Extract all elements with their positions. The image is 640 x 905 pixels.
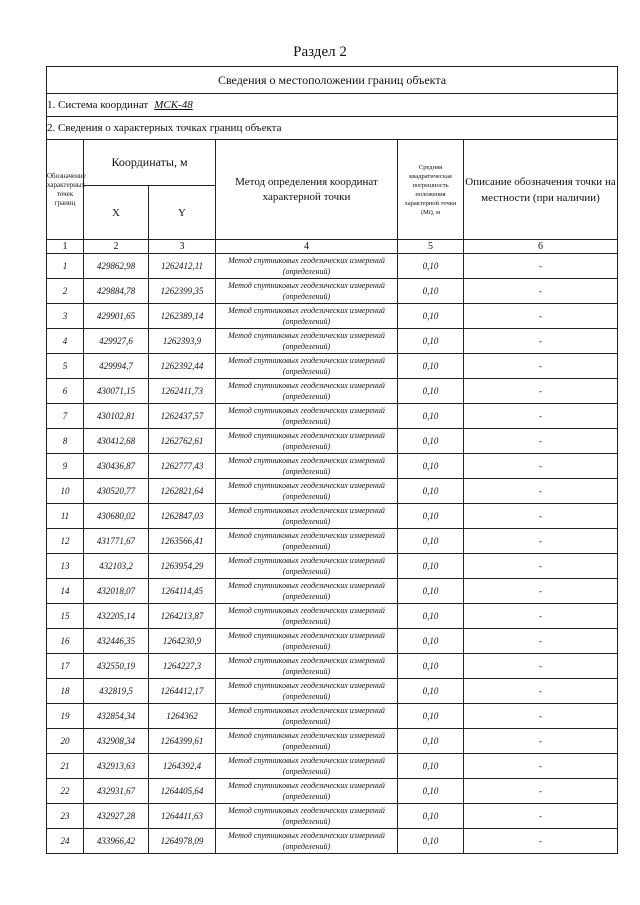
method-cell: Метод спутниковых геодезических измерений (определений) <box>216 254 398 279</box>
accuracy-cell: 0,10 <box>398 279 464 304</box>
y-coordinate-cell: 1262437,57 <box>149 404 216 429</box>
description-cell: - <box>464 354 618 379</box>
description-cell: - <box>464 654 618 679</box>
table-row <box>47 829 618 854</box>
y-coordinate-cell: 1262411,73 <box>149 379 216 404</box>
x-coordinate-cell: 430520,77 <box>84 479 149 504</box>
column-number: 5 <box>398 240 464 254</box>
table-row <box>47 279 618 304</box>
description-cell: - <box>464 779 618 804</box>
table-row <box>47 254 618 279</box>
x-coordinate-cell: 432908,34 <box>84 729 149 754</box>
table-row <box>47 729 618 754</box>
x-coordinate-cell: 433966,42 <box>84 829 149 854</box>
y-coordinate-cell: 1264411,63 <box>149 804 216 829</box>
point-number-cell: 12 <box>47 529 84 554</box>
y-coordinate-cell: 1262392,44 <box>149 354 216 379</box>
table-row <box>47 654 618 679</box>
x-coordinate-cell: 430102,81 <box>84 404 149 429</box>
method-cell: Метод спутниковых геодезических измерений (определений) <box>216 604 398 629</box>
accuracy-cell: 0,10 <box>398 379 464 404</box>
y-coordinate-cell: 1264114,45 <box>149 579 216 604</box>
column-number: 6 <box>464 240 618 254</box>
y-coordinate-cell: 1264412,17 <box>149 679 216 704</box>
accuracy-cell: 0,10 <box>398 304 464 329</box>
y-coordinate-cell: 1264978,09 <box>149 829 216 854</box>
accuracy-cell: 0,10 <box>398 429 464 454</box>
x-coordinate-cell: 432018,07 <box>84 579 149 604</box>
point-number-cell: 5 <box>47 354 84 379</box>
table-row <box>47 304 618 329</box>
coord-system-value: МСК-48 <box>154 99 193 111</box>
column-number: 2 <box>84 240 149 254</box>
method-cell: Метод спутниковых геодезических измерений (определений) <box>216 279 398 304</box>
description-cell: - <box>464 579 618 604</box>
description-cell: - <box>464 429 618 454</box>
x-coordinate-cell: 430680,02 <box>84 504 149 529</box>
table-row <box>47 579 618 604</box>
y-coordinate-cell: 1262762,61 <box>149 429 216 454</box>
page-title: Раздел 2 <box>293 44 347 60</box>
y-coordinate-cell: 1264227,3 <box>149 654 216 679</box>
table-row <box>47 629 618 654</box>
header-y: Y <box>149 186 216 240</box>
x-coordinate-cell: 432927,28 <box>84 804 149 829</box>
section-title: Сведения о местоположении границ объекта <box>47 67 618 94</box>
method-cell: Метод спутниковых геодезических измерений (определений) <box>216 454 398 479</box>
description-cell: - <box>464 679 618 704</box>
description-cell: - <box>464 404 618 429</box>
accuracy-cell: 0,10 <box>398 779 464 804</box>
points-section-label: 2. Сведения о характерных точках границ объекта <box>47 117 618 140</box>
method-cell: Метод спутниковых геодезических измерений (определений) <box>216 479 398 504</box>
point-number-cell: 1 <box>47 254 84 279</box>
method-cell: Метод спутниковых геодезических измерений (определений) <box>216 829 398 854</box>
y-coordinate-cell: 1262389,14 <box>149 304 216 329</box>
x-coordinate-cell: 432854,34 <box>84 704 149 729</box>
column-number: 4 <box>216 240 398 254</box>
x-coordinate-cell: 432446,35 <box>84 629 149 654</box>
y-coordinate-cell: 1262399,35 <box>149 279 216 304</box>
x-coordinate-cell: 432205,14 <box>84 604 149 629</box>
table-row <box>47 479 618 504</box>
y-coordinate-cell: 1263954,29 <box>149 554 216 579</box>
y-coordinate-cell: 1262393,9 <box>149 329 216 354</box>
method-cell: Метод спутниковых геодезических измерений (определений) <box>216 679 398 704</box>
y-coordinate-cell: 1262821,64 <box>149 479 216 504</box>
method-cell: Метод спутниковых геодезических измерений (определений) <box>216 704 398 729</box>
description-cell: - <box>464 504 618 529</box>
point-number-cell: 20 <box>47 729 84 754</box>
y-coordinate-cell: 1264213,87 <box>149 604 216 629</box>
description-cell: - <box>464 329 618 354</box>
x-coordinate-cell: 430412,68 <box>84 429 149 454</box>
description-cell: - <box>464 554 618 579</box>
point-number-cell: 14 <box>47 579 84 604</box>
x-coordinate-cell: 430436,87 <box>84 454 149 479</box>
method-cell: Метод спутниковых геодезических измерений (определений) <box>216 504 398 529</box>
description-cell: - <box>464 304 618 329</box>
description-cell: - <box>464 454 618 479</box>
table-row <box>47 429 618 454</box>
accuracy-cell: 0,10 <box>398 479 464 504</box>
method-cell: Метод спутниковых геодезических измерений (определений) <box>216 729 398 754</box>
method-cell: Метод спутниковых геодезических измерений (определений) <box>216 579 398 604</box>
y-coordinate-cell: 1264405,64 <box>149 779 216 804</box>
x-coordinate-cell: 432931,67 <box>84 779 149 804</box>
header-coordinates: Координаты, м <box>84 140 216 186</box>
point-number-cell: 11 <box>47 504 84 529</box>
point-number-cell: 4 <box>47 329 84 354</box>
description-cell: - <box>464 379 618 404</box>
method-cell: Метод спутниковых геодезических измерений (определений) <box>216 654 398 679</box>
column-number: 1 <box>47 240 84 254</box>
table-row <box>47 529 618 554</box>
table-row <box>47 329 618 354</box>
accuracy-cell: 0,10 <box>398 654 464 679</box>
x-coordinate-cell: 429884,78 <box>84 279 149 304</box>
description-cell: - <box>464 754 618 779</box>
y-coordinate-cell: 1264392,4 <box>149 754 216 779</box>
table-row <box>47 754 618 779</box>
method-cell: Метод спутниковых геодезических измерений (определений) <box>216 629 398 654</box>
description-cell: - <box>464 479 618 504</box>
description-cell: - <box>464 729 618 754</box>
accuracy-cell: 0,10 <box>398 404 464 429</box>
method-cell: Метод спутниковых геодезических измерений (определений) <box>216 379 398 404</box>
point-number-cell: 23 <box>47 804 84 829</box>
point-number-cell: 15 <box>47 604 84 629</box>
x-coordinate-cell: 432913,63 <box>84 754 149 779</box>
y-coordinate-cell: 1262777,43 <box>149 454 216 479</box>
point-number-cell: 16 <box>47 629 84 654</box>
method-cell: Метод спутниковых геодезических измерений (определений) <box>216 529 398 554</box>
point-number-cell: 9 <box>47 454 84 479</box>
method-cell: Метод спутниковых геодезических измерений (определений) <box>216 804 398 829</box>
point-number-cell: 2 <box>47 279 84 304</box>
x-coordinate-cell: 429862,98 <box>84 254 149 279</box>
x-coordinate-cell: 432103,2 <box>84 554 149 579</box>
header-description: Описание обозначения точки на местности (при наличии) <box>464 140 618 240</box>
table-row <box>47 354 618 379</box>
point-number-cell: 24 <box>47 829 84 854</box>
accuracy-cell: 0,10 <box>398 804 464 829</box>
accuracy-cell: 0,10 <box>398 579 464 604</box>
accuracy-cell: 0,10 <box>398 254 464 279</box>
table-row <box>47 404 618 429</box>
method-cell: Метод спутниковых геодезических измерений (определений) <box>216 354 398 379</box>
point-number-cell: 18 <box>47 679 84 704</box>
table-row <box>47 704 618 729</box>
method-cell: Метод спутниковых геодезических измерений (определений) <box>216 429 398 454</box>
description-cell: - <box>464 629 618 654</box>
header-method: Метод определения координат характерной точки <box>216 140 398 240</box>
accuracy-cell: 0,10 <box>398 604 464 629</box>
y-coordinate-cell: 1263566,41 <box>149 529 216 554</box>
accuracy-cell: 0,10 <box>398 729 464 754</box>
method-cell: Метод спутниковых геодезических измерений (определений) <box>216 554 398 579</box>
point-number-cell: 6 <box>47 379 84 404</box>
point-number-cell: 21 <box>47 754 84 779</box>
y-coordinate-cell: 1264230,9 <box>149 629 216 654</box>
accuracy-cell: 0,10 <box>398 554 464 579</box>
method-cell: Метод спутниковых геодезических измерений (определений) <box>216 754 398 779</box>
table-row <box>47 679 618 704</box>
x-coordinate-cell: 429927,6 <box>84 329 149 354</box>
description-cell: - <box>464 604 618 629</box>
accuracy-cell: 0,10 <box>398 679 464 704</box>
table-row <box>47 454 618 479</box>
header-accuracy: Средняя квадратическая погрешность положения характерной точки (Mt), м <box>398 140 464 240</box>
point-number-cell: 8 <box>47 429 84 454</box>
description-cell: - <box>464 829 618 854</box>
method-cell: Метод спутниковых геодезических измерений (определений) <box>216 779 398 804</box>
x-coordinate-cell: 432550,19 <box>84 654 149 679</box>
accuracy-cell: 0,10 <box>398 829 464 854</box>
table-row <box>47 554 618 579</box>
accuracy-cell: 0,10 <box>398 704 464 729</box>
table-row <box>47 504 618 529</box>
accuracy-cell: 0,10 <box>398 504 464 529</box>
description-cell: - <box>464 529 618 554</box>
coord-system-row <box>47 94 618 117</box>
accuracy-cell: 0,10 <box>398 454 464 479</box>
description-cell: - <box>464 254 618 279</box>
x-coordinate-cell: 432819,5 <box>84 679 149 704</box>
method-cell: Метод спутниковых геодезических измерений (определений) <box>216 304 398 329</box>
x-coordinate-cell: 429994,7 <box>84 354 149 379</box>
table-row <box>47 804 618 829</box>
point-number-cell: 10 <box>47 479 84 504</box>
description-cell: - <box>464 804 618 829</box>
point-number-cell: 7 <box>47 404 84 429</box>
accuracy-cell: 0,10 <box>398 529 464 554</box>
accuracy-cell: 0,10 <box>398 629 464 654</box>
accuracy-cell: 0,10 <box>398 354 464 379</box>
x-coordinate-cell: 429901,65 <box>84 304 149 329</box>
method-cell: Метод спутниковых геодезических измерений (определений) <box>216 404 398 429</box>
y-coordinate-cell: 1262412,11 <box>149 254 216 279</box>
table-row <box>47 604 618 629</box>
accuracy-cell: 0,10 <box>398 754 464 779</box>
table-row <box>47 779 618 804</box>
y-coordinate-cell: 1264362 <box>149 704 216 729</box>
header-x: X <box>84 186 149 240</box>
point-number-cell: 13 <box>47 554 84 579</box>
description-cell: - <box>464 279 618 304</box>
coord-system-label: 1. Система координат <box>47 99 149 111</box>
y-coordinate-cell: 1262847,03 <box>149 504 216 529</box>
y-coordinate-cell: 1264399,61 <box>149 729 216 754</box>
point-number-cell: 17 <box>47 654 84 679</box>
accuracy-cell: 0,10 <box>398 329 464 354</box>
point-number-cell: 3 <box>47 304 84 329</box>
description-cell: - <box>464 704 618 729</box>
point-number-cell: 19 <box>47 704 84 729</box>
column-number: 3 <box>149 240 216 254</box>
method-cell: Метод спутниковых геодезических измерений (определений) <box>216 329 398 354</box>
boundary-points-table <box>46 66 618 854</box>
point-number-cell: 22 <box>47 779 84 804</box>
header-point-designation: Обозначение характерных точек границ <box>47 140 84 240</box>
x-coordinate-cell: 431771,67 <box>84 529 149 554</box>
table-row <box>47 379 618 404</box>
x-coordinate-cell: 430071,15 <box>84 379 149 404</box>
